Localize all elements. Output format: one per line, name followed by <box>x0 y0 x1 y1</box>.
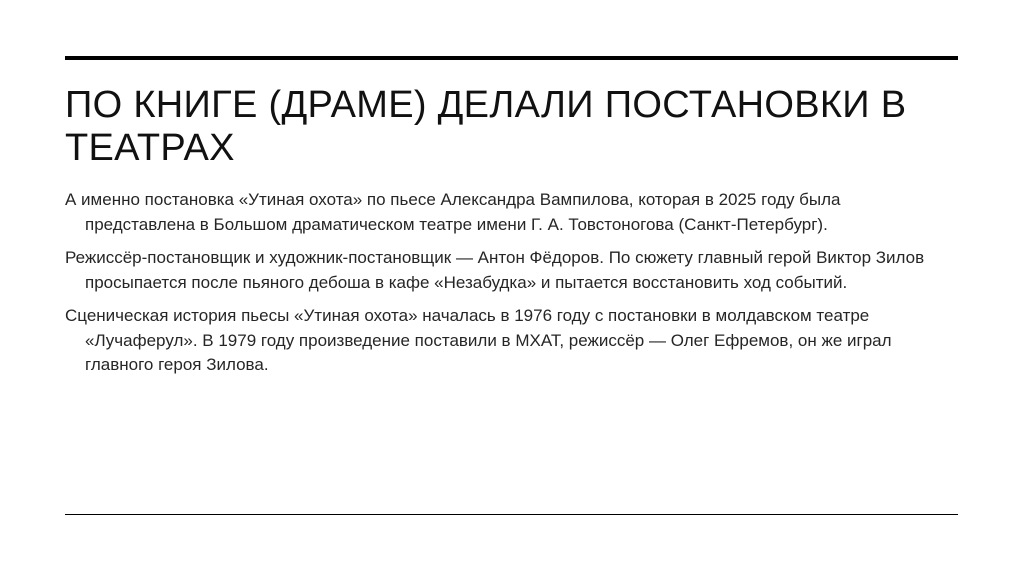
slide-title: ПО КНИГЕ (ДРАМЕ) ДЕЛАЛИ ПОСТАНОВКИ В ТЕАТРАХ <box>65 84 907 169</box>
paragraph-production: А именно постановка «Утиная охота» по пьесе Александра Вампилова, которая в 2025 году была представлена в Большом драматическом театре имени Г. А. Товстоногова (Санкт-Петербург). <box>65 190 841 234</box>
top-divider <box>65 56 958 60</box>
paragraph-director: Режиссёр-постановщик и художник-постановщик — Антон Фёдоров. По сюжету главный герой Виктор Зилов просыпается после пьяного дебоша в кафе «Незабудка» и пытается восстановить ход событий. <box>65 248 925 292</box>
paragraph-stage-history: Сценическая история пьесы «Утиная охота» началась в 1976 году с постановки в молдавском театре «Лучаферул». В 1979 году произведение поставили в МХАТ, режиссёр — Олег Ефремов, он же играл главного героя Зилова. <box>65 306 892 374</box>
bottom-divider <box>65 514 958 515</box>
slide-body <box>65 188 945 387</box>
